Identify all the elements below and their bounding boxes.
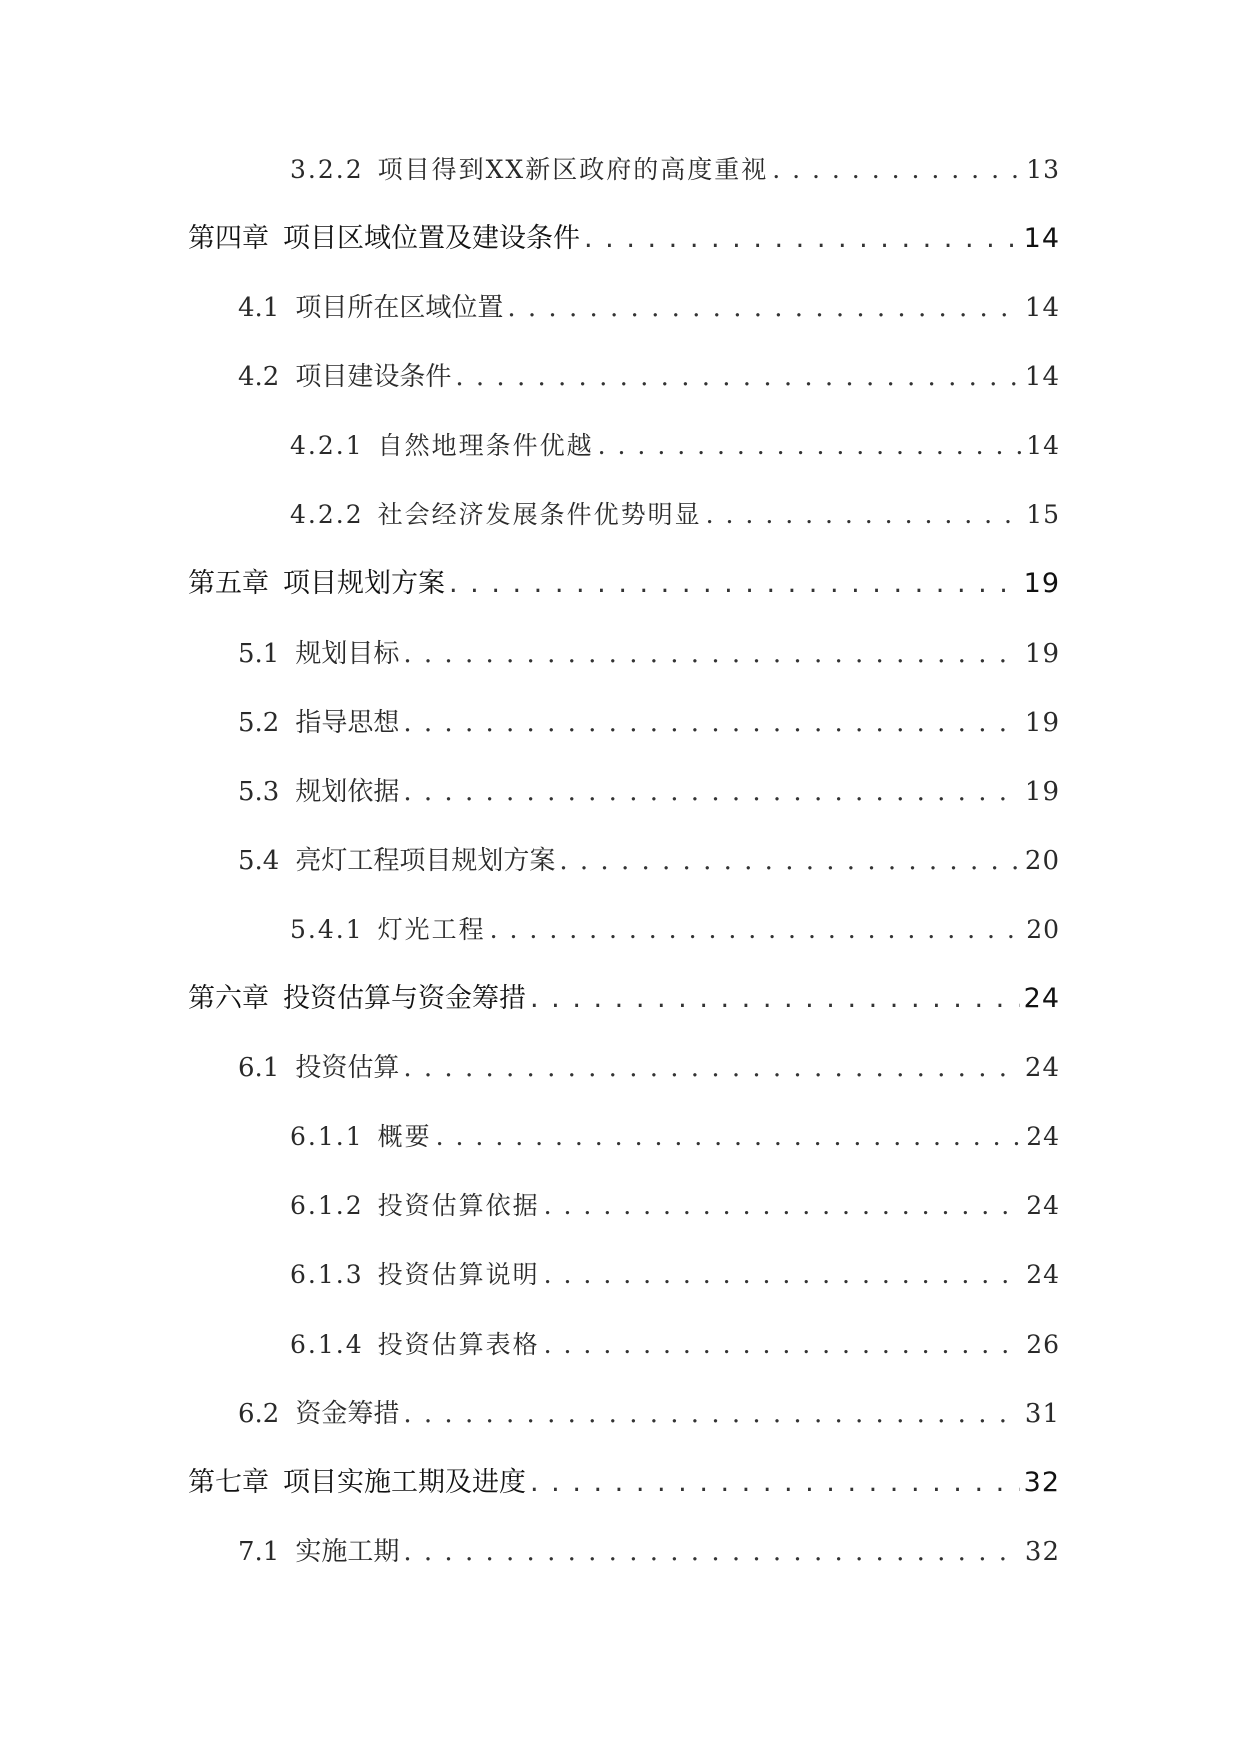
toc-dot-leader: [544, 1325, 1023, 1365]
toc-entry-page: 19: [1023, 568, 1060, 599]
toc-entry-page: 14: [1024, 362, 1060, 392]
toc-entry-number: 第七章: [188, 1467, 269, 1498]
toc-entry-number: 第六章: [188, 983, 269, 1014]
toc-entry-number: 4.1: [238, 293, 280, 323]
toc-entry-section[interactable]: [238, 357, 1060, 397]
toc-entry-number: 7.1: [238, 1537, 280, 1567]
toc-dot-leader: [772, 150, 1022, 190]
toc-dot-leader: [449, 564, 1020, 604]
toc-entry-number: 6.1.1: [290, 1122, 364, 1151]
toc-entry-page: 24: [1026, 1260, 1060, 1289]
toc-entry-number: 第五章: [188, 568, 269, 599]
toc-entry-chapter[interactable]: [188, 979, 1060, 1019]
toc-entry-page: 24: [1026, 1122, 1060, 1151]
toc-entry-title: 项目规划方案: [283, 568, 445, 599]
toc-entry[interactable]: [290, 1325, 1060, 1365]
toc-dot-leader: [706, 495, 1023, 535]
toc-entry-page: 19: [1024, 777, 1060, 807]
toc-entry-number: 4.2.2: [290, 500, 364, 529]
toc-entry-number: 6.1.3: [290, 1260, 364, 1289]
toc-entry-page: 19: [1024, 639, 1060, 669]
toc-entry-section[interactable]: [238, 288, 1060, 328]
toc-entry-title: 概要: [377, 1122, 432, 1151]
toc-entry[interactable]: [290, 1117, 1060, 1157]
toc-entry-number: 第四章: [188, 223, 269, 254]
toc-entry-title: 实施工期: [295, 1537, 400, 1567]
toc-entry-section[interactable]: [238, 634, 1060, 674]
toc-entry-section[interactable]: [238, 841, 1060, 881]
toc-entry-title: 项目实施工期及进度: [283, 1467, 526, 1498]
toc-dot-leader: [403, 703, 1021, 743]
toc-entry-section[interactable]: [238, 703, 1060, 743]
toc-dot-leader: [559, 841, 1021, 881]
toc-entry-page: 31: [1024, 1399, 1060, 1429]
toc-entry-section[interactable]: [238, 1394, 1060, 1434]
toc-dot-leader: [584, 219, 1020, 259]
toc-entry-title: 亮灯工程项目规划方案: [295, 846, 556, 876]
toc-entry-title: 投资估算: [295, 1053, 400, 1083]
toc-entry-page: 15: [1026, 500, 1060, 529]
toc-entry-number: 4.2: [238, 362, 280, 392]
toc-entry[interactable]: [290, 1186, 1060, 1226]
toc-entry[interactable]: [290, 1255, 1060, 1295]
toc-entry-number: 5.2: [238, 708, 280, 738]
toc-dot-leader: [598, 426, 1023, 466]
toc-entry-page: 24: [1026, 1191, 1060, 1220]
toc-dot-leader: [436, 1117, 1023, 1157]
toc-entry-number: 3.2.2: [290, 155, 364, 184]
toc-dot-leader: [544, 1186, 1023, 1226]
toc-entry[interactable]: [290, 910, 1060, 950]
toc-entry-title: 投资估算表格: [377, 1330, 540, 1359]
toc-entry-page: 13: [1026, 155, 1060, 184]
toc-entry-page: 32: [1023, 1467, 1060, 1498]
toc-entry-chapter[interactable]: [188, 1463, 1060, 1503]
toc-dot-leader: [490, 910, 1023, 950]
toc-entry-page: 19: [1024, 708, 1060, 738]
toc-entry-section[interactable]: [238, 772, 1060, 812]
toc-dot-leader: [403, 634, 1021, 674]
toc-entry-title: 灯光工程: [377, 915, 486, 944]
toc-dot-leader: [403, 772, 1021, 812]
toc-dot-leader: [544, 1255, 1023, 1295]
toc-entry[interactable]: [290, 426, 1060, 466]
toc-entry-page: 24: [1023, 983, 1060, 1014]
toc-dot-leader: [403, 1532, 1021, 1572]
toc-entry-title: 自然地理条件优越: [377, 431, 594, 460]
toc-entry-section[interactable]: [238, 1532, 1060, 1572]
toc-entry-page: 14: [1023, 223, 1060, 254]
toc-entry-title: 项目区域位置及建设条件: [283, 223, 580, 254]
toc-entry-title: 社会经济发展条件优势明显: [377, 500, 702, 529]
toc-entry-title: 项目得到XX新区政府的高度重视: [377, 155, 769, 184]
toc-dot-leader: [455, 357, 1021, 397]
toc-entry-title: 项目建设条件: [295, 362, 452, 392]
toc-entry[interactable]: [290, 150, 1060, 190]
toc-entry-chapter[interactable]: [188, 219, 1060, 259]
toc-dot-leader: [403, 1048, 1021, 1088]
toc-entry-page: 14: [1026, 431, 1060, 460]
toc-entry-title: 投资估算与资金筹措: [283, 983, 526, 1014]
toc-entry-page: 14: [1024, 293, 1060, 323]
toc-entry-page: 32: [1024, 1537, 1060, 1567]
toc-entry[interactable]: [290, 495, 1060, 535]
toc-entry-page: 20: [1024, 846, 1060, 876]
toc-entry-title: 投资估算依据: [377, 1191, 540, 1220]
toc-dot-leader: [530, 1463, 1020, 1503]
toc-entry-title: 资金筹措: [295, 1399, 400, 1429]
toc-entry-title: 项目所在区域位置: [295, 293, 504, 323]
toc-entry-number: 4.2.1: [290, 431, 364, 460]
toc-entry-number: 5.3: [238, 777, 280, 807]
toc-dot-leader: [403, 1394, 1021, 1434]
toc-entry-title: 规划目标: [295, 639, 400, 669]
toc-entry-page: 24: [1024, 1053, 1060, 1083]
toc-entry-page: 20: [1026, 915, 1060, 944]
toc-entry-title: 规划依据: [295, 777, 400, 807]
toc-entry-section[interactable]: [238, 1048, 1060, 1088]
toc-dot-leader: [507, 288, 1021, 328]
toc-entry-number: 6.1: [238, 1053, 280, 1083]
toc-entry-number: 6.2: [238, 1399, 280, 1429]
toc-entry-chapter[interactable]: [188, 564, 1060, 604]
toc-entry-number: 5.1: [238, 639, 280, 669]
toc-entry-number: 6.1.2: [290, 1191, 364, 1220]
toc-entry-title: 指导思想: [295, 708, 400, 738]
toc-entry-title: 投资估算说明: [377, 1260, 540, 1289]
toc-entry-page: 26: [1026, 1330, 1060, 1359]
toc-entry-number: 6.1.4: [290, 1330, 364, 1359]
toc-entry-number: 5.4: [238, 846, 280, 876]
toc-entry-number: 5.4.1: [290, 915, 364, 944]
toc-dot-leader: [530, 979, 1020, 1019]
